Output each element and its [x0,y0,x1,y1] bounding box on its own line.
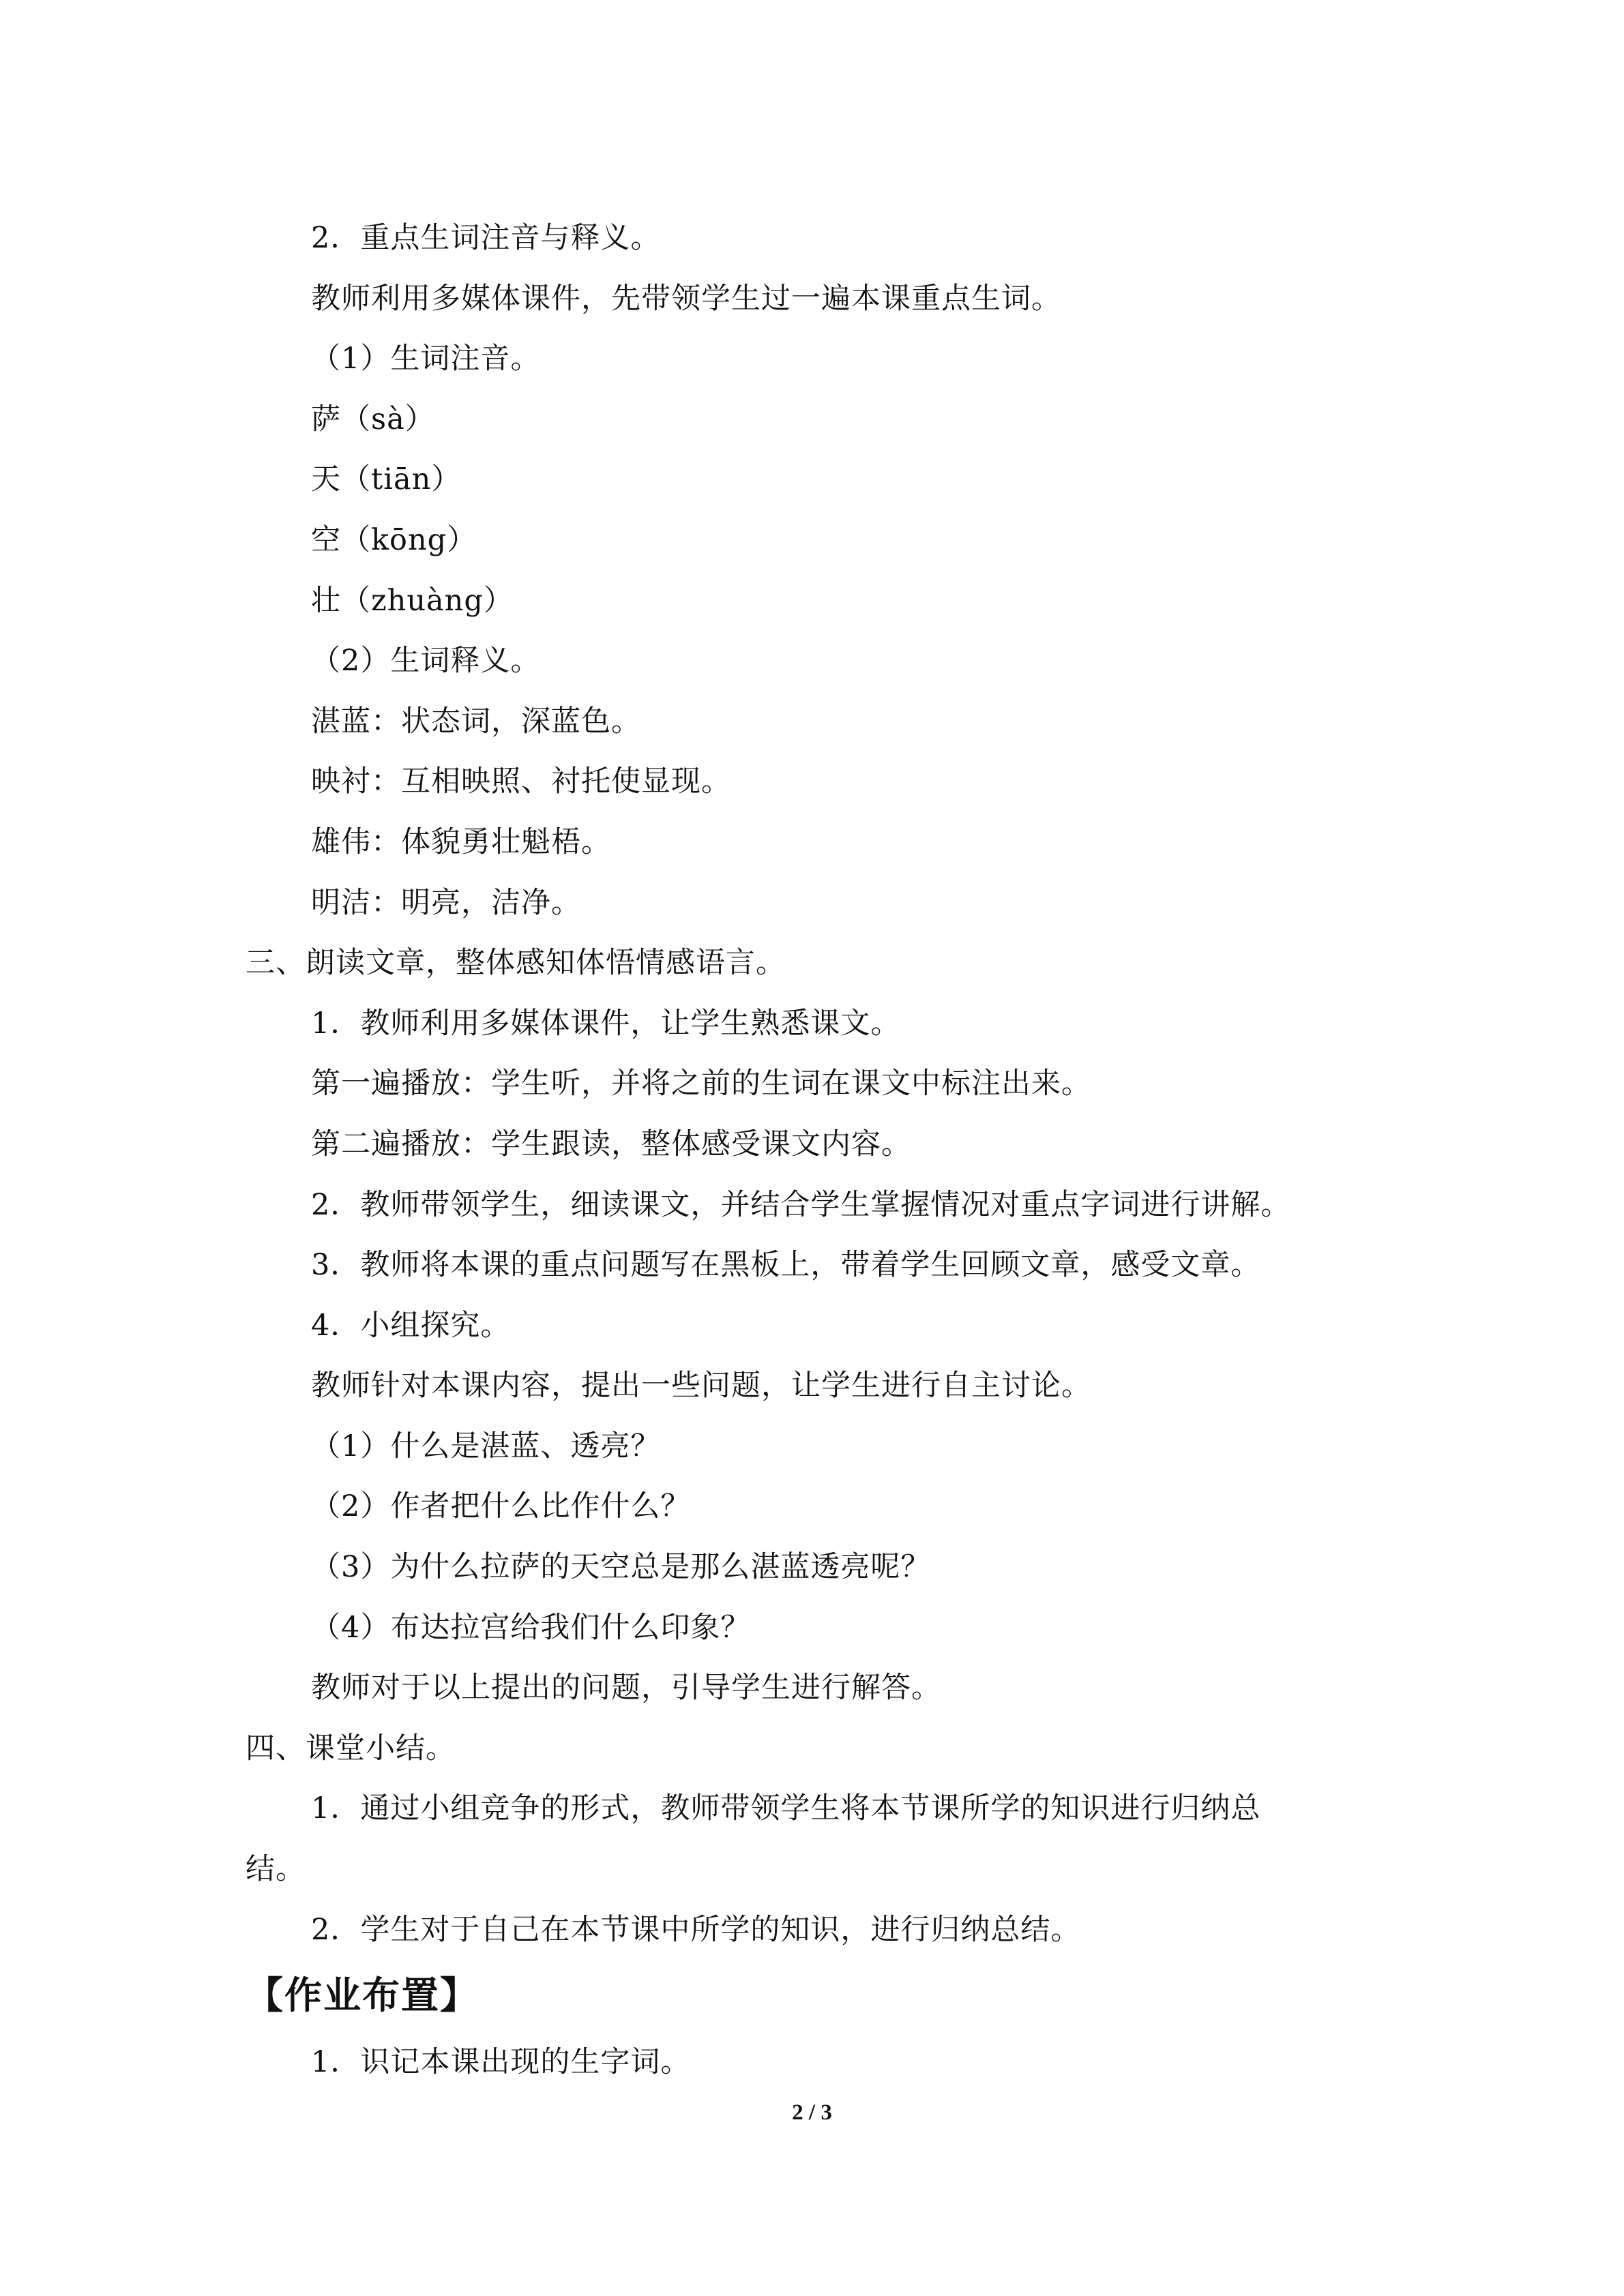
text-line: 2．教师带领学生，细读课文，并结合学生掌握情况对重点字词进行讲解。 [311,1187,1291,1222]
text-line: 天（tiān） [311,462,462,497]
body-lines [246,208,1378,1960]
text-line: （2）作者把什么比作什么？ [311,1489,691,1524]
text-line: 教师利用多媒体课件，先带领学生过一遍本课重点生词。 [311,281,1061,316]
text-line: 结。 [246,1852,306,1887]
text-line: 2．学生对于自己在本节课中所学的知识，进行归纳总结。 [311,1912,1081,1947]
text-line: 明洁：明亮，洁净。 [311,885,581,920]
text-line: 湛蓝：状态词，深蓝色。 [311,704,641,739]
text-line: 教师针对本课内容，提出一些问题，让学生进行自主讨论。 [311,1369,1091,1403]
text-line: （4）布达拉宫给我们什么印象？ [311,1610,751,1645]
text-line: 1．教师利用多媒体课件，让学生熟悉课文。 [311,1006,901,1041]
text-line: 第二遍播放：学生跟读，整体感受课文内容。 [311,1127,911,1161]
section-heading: 【作业布置】 [246,1973,479,2018]
after-heading-lines [246,2032,1378,2093]
text-line: 四、课堂小结。 [246,1731,456,1765]
text-line: （3）为什么拉萨的天空总是那么湛蓝透亮呢？ [311,1550,931,1585]
text-line: （2）生词释义。 [311,644,541,679]
text-line: 1．识记本课出现的生字词。 [311,2045,691,2080]
text-line: 雄伟：体貌勇壮魁梧。 [311,824,611,859]
document-body [246,208,1378,2093]
text-line: 4．小组探究。 [311,1308,511,1343]
text-line: 第一遍播放：学生听，并将之前的生词在课文中标注出来。 [311,1067,1091,1101]
text-line: 3．教师将本课的重点问题写在黑板上，带着学生回顾文章，感受文章。 [311,1248,1261,1283]
page-number: 2 / 3 [792,2100,832,2125]
text-line: 教师对于以上提出的问题，引导学生进行解答。 [311,1671,941,1705]
text-line: 三、朗读文章，整体感知体悟情感语言。 [246,946,786,981]
text-line: （1）生词注音。 [311,342,541,376]
text-line: 2．重点生词注音与释义。 [311,221,661,255]
text-line: 1．通过小组竞争的形式，教师带领学生将本节课所学的知识进行归纳总 [311,1791,1261,1826]
text-line: 壮（zhuàng） [311,583,514,618]
text-line: （1）什么是湛蓝、透亮？ [311,1429,661,1463]
text-line: 映衬：互相映照、衬托使显现。 [311,764,731,799]
text-line: 萨（sà） [311,402,435,436]
text-line: 空（kōng） [311,522,477,557]
